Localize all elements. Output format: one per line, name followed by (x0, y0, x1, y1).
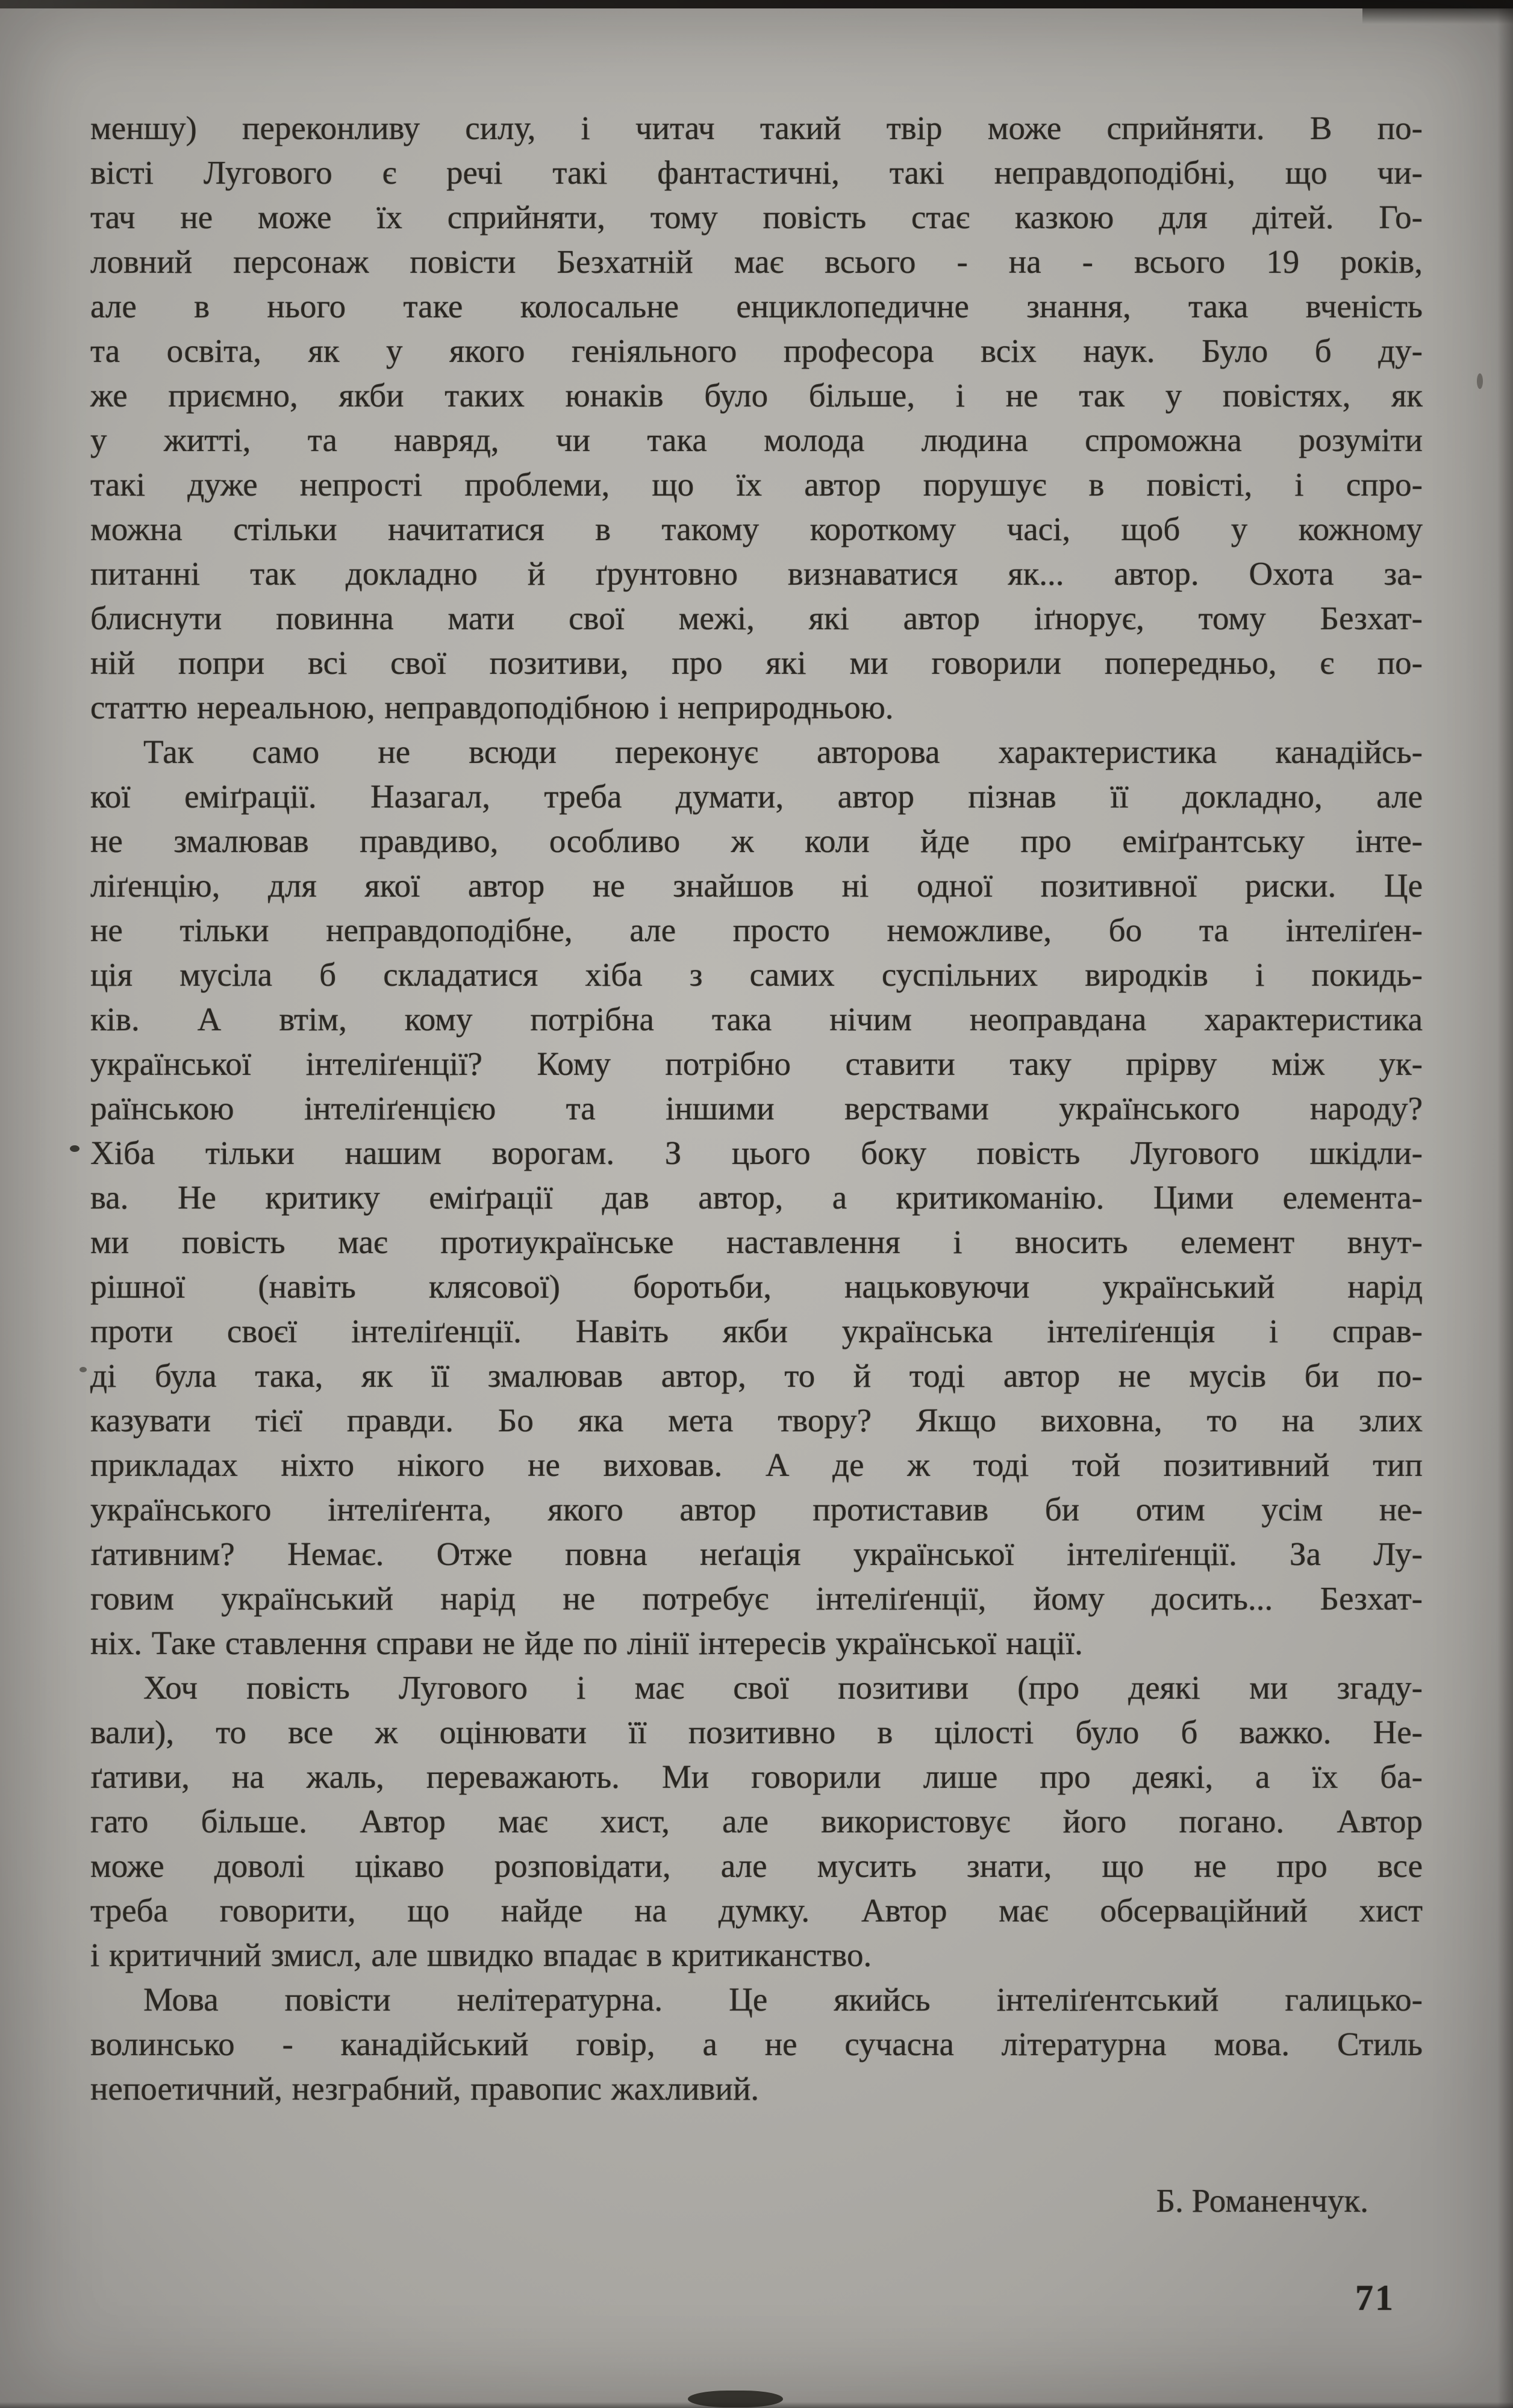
text-line: меншу) переконливу силу, і читач такий твір може сприйняти. В по- (90, 110, 1423, 146)
text-line: не змалював правдиво, особливо ж коли йде про еміґрантську інте- (90, 823, 1423, 859)
scan-edge-top-right (1362, 0, 1513, 24)
text-line: питанні так докладно й ґрунтовно визнаватися як... автор. Охота за- (90, 555, 1423, 592)
text-line: українського інтеліґента, якого автор протиставив би отим усім не- (90, 1491, 1423, 1528)
text-line: ліґенцію, для якої автор не знайшов ні одної позитивної риски. Це (90, 867, 1423, 904)
text-line: української інтеліґенції? Кому потрібно ставити таку прірву між ук- (90, 1045, 1423, 1082)
text-line: ніх. Таке ставлення справи не йде по лінії інтересів української нації. (90, 1625, 1083, 1661)
ink-speck (80, 1367, 87, 1372)
text-line: статтю нереальною, неправдоподібною і неприродньою. (90, 689, 894, 726)
text-line: ловний персонаж повісти Безхатній має всього - на - всього 19 років, (90, 243, 1423, 280)
author-signature: Б. Романенчук. (1156, 2182, 1368, 2219)
text-line: можна стільки начитатися в такому короткому часі, щоб у кожному (90, 511, 1423, 547)
text-line: ція мусіла б складатися хіба з самих суспільних виродків і покидь- (90, 956, 1423, 993)
page-text (90, 106, 1423, 2111)
text-line: же приємно, якби таких юнаків було більше, і не так у повістях, як (90, 377, 1423, 414)
text-line: ній попри всі свої позитиви, про які ми говорили попередньо, є по- (90, 644, 1423, 681)
text-line: волинсько - канадійський говір, а не сучасна літературна мова. Стиль (90, 2026, 1423, 2062)
text-line: може доволі цікаво розповідати, але мусить знати, що не про все (90, 1847, 1423, 1884)
text-line: ґативи, на жаль, переважають. Ми говорили лише про деякі, а їх ба- (90, 1758, 1423, 1795)
text-line: блиснути повинна мати свої межі, які автор іґнорує, тому Безхат- (90, 600, 1423, 636)
ink-speck (70, 1145, 80, 1152)
text-line: рішної (навіть клясової) боротьби, нацьковуючи український нарід (90, 1268, 1423, 1305)
text-line: ді була така, як її змалював автор, то й тоді автор не мусів би по- (90, 1357, 1423, 1394)
text-line: раїнською інтеліґенцією та іншими верствами українського народу? (90, 1090, 1423, 1127)
text-line: не тільки неправдоподібне, але просто неможливе, бо та інтеліґен- (90, 912, 1423, 948)
text-line: ґативним? Немає. Отже повна неґація української інтеліґенції. За Лу- (90, 1535, 1423, 1572)
text-line: говим український нарід не потребує інтеліґенції, йому досить... Безхат- (90, 1580, 1423, 1617)
scan-edge-top (0, 0, 1513, 8)
text-line: ва. Не критику еміґрації дав автор, а критикоманію. Цими елемента- (90, 1179, 1423, 1216)
scan-edge-right (1497, 0, 1513, 2408)
text-line: вали), то все ж оцінювати її позитивно в цілості було б важко. Не- (90, 1714, 1423, 1750)
text-line: Мова повісти нелітературна. Це якийсь інтеліґентський галицько- (143, 1981, 1423, 2018)
text-line: проти своєї інтеліґенції. Навіть якби українська інтеліґенція і справ- (90, 1313, 1423, 1349)
text-line: ми повість має протиукраїнське наставлення і вносить елемент внут- (90, 1224, 1423, 1260)
ink-speck (1477, 373, 1483, 389)
text-line: казувати тієї правди. Бо яка мета твору? Якщо виховна, то на злих (90, 1402, 1423, 1439)
text-line: але в нього таке колосальне енциклопедичне знання, така вченість (90, 288, 1423, 325)
text-line: прикладах ніхто нікого не виховав. А де ж тоді той позитивний тип (90, 1446, 1423, 1483)
text-line: і критичний змисл, але швидко впадає в критиканство. (90, 1937, 872, 1973)
text-line: ків. А втім, кому потрібна така нічим неоправдана характеристика (90, 1001, 1423, 1038)
text-line: Хіба тільки нашим ворогам. З цього боку повість Лугового шкідли- (90, 1134, 1423, 1171)
text-line: тач не може їх сприйняти, тому повість стає казкою для дітей. Го- (90, 199, 1423, 235)
text-line: вісті Лугового є речі такі фантастичні, такі неправдоподібні, що чи- (90, 154, 1423, 191)
text-line: Так само не всюди переконує авторова характеристика канадійсь- (143, 733, 1423, 770)
text-line: гато більше. Автор має хист, але використовує його погано. Автор (90, 1803, 1423, 1840)
text-line: треба говорити, що найде на думку. Автор має обсерваційний хист (90, 1892, 1423, 1929)
page-number: 71 (1355, 2278, 1395, 2318)
ink-speck (688, 2391, 783, 2407)
text-line: Хоч повість Лугового і має свої позитиви (про деякі ми згаду- (143, 1669, 1423, 1706)
text-line: та освіта, як у якого геніяльного професора всіх наук. Було б ду- (90, 332, 1423, 369)
text-line: кої еміґрації. Назагал, треба думати, автор пізнав її докладно, але (90, 778, 1423, 815)
text-line: у житті, та навряд, чи така молода людина спроможна розуміти (90, 422, 1423, 458)
text-line: непоетичний, незграбний, правопис жахливий. (90, 2070, 760, 2107)
text-line: такі дуже непрості проблеми, що їх автор порушує в повісті, і спро- (90, 466, 1423, 503)
